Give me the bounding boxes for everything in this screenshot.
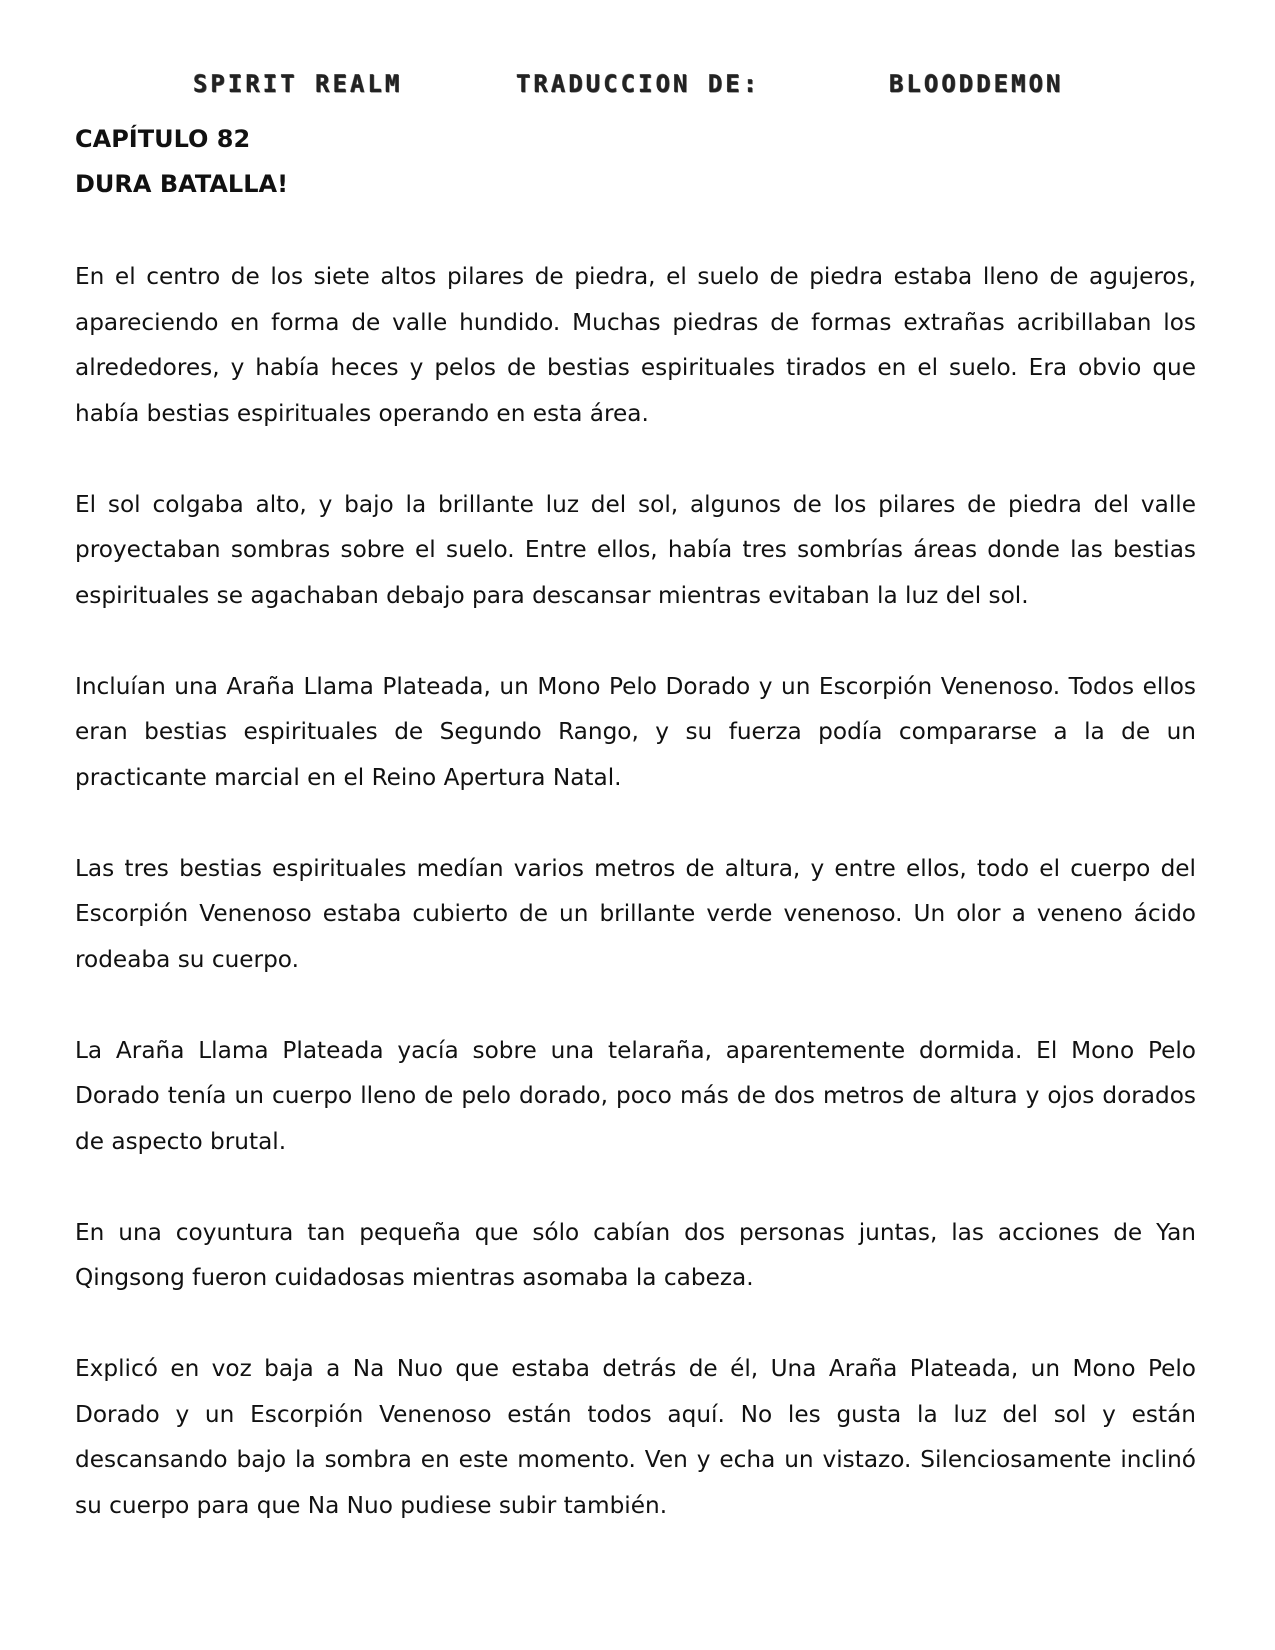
chapter-number: CAPÍTULO 82 — [75, 125, 251, 153]
chapter-title: DURA BATALLA! — [75, 170, 289, 198]
paragraph: En una coyuntura tan pequeña que sólo cabían dos personas juntas, las acciones de Yan Qingsong fueron cuidadosas mientras asomaba la cabeza. — [75, 1218, 1196, 1291]
paragraph: La Araña Llama Plateada yacía sobre una telaraña, aparentemente dormida. El Mono Pelo Dorado tenía un cuerpo lleno de pelo dorado, poco más de dos metros de altura y ojos dorados de aspecto brutal. — [75, 1036, 1196, 1155]
header-translator-name: BLOODDEMON — [889, 70, 1064, 98]
header-series-title: SPIRIT REALM — [193, 70, 403, 98]
paragraph: Las tres bestias espirituales medían varios metros de altura, y entre ellos, todo el cuerpo del Escorpión Venenoso estaba cubierto de un brillante verde venenoso. Un olor a veneno ácido rodeaba su cuerpo. — [75, 854, 1196, 973]
header-translation-credit-label: TRADUCCION DE: — [516, 70, 761, 98]
paragraph: En el centro de los siete altos pilares de piedra, el suelo de piedra estaba lleno de agujeros, apareciendo en forma de valle hundido. Muchas piedras de formas extrañas acribillaban los alrededores, y había heces y pelos de bestias espirituales tirados en el suelo. Era obvio que había bestias espirituales operando en esta área. — [75, 263, 1196, 427]
paragraph: Incluían una Araña Llama Plateada, un Mono Pelo Dorado y un Escorpión Venenoso. Todos ellos eran bestias espirituales de Segundo Rango, y su fuerza podía compararse a la de un practicante marcial en el Reino Apertura Natal. — [75, 672, 1196, 791]
running-header — [0, 70, 1275, 110]
paragraph: Explicó en voz baja a Na Nuo que estaba detrás de él, Una Araña Plateada, un Mono Pelo Dorado y un Escorpión Venenoso están todos aquí. No les gusta la luz del sol y están descansando bajo la sombra en este momento. Ven y echa un vistazo. Silenciosamente inclinó su cuerpo para que Na Nuo pudiese subir también. — [75, 1355, 1196, 1519]
chapter-body — [75, 254, 1196, 1574]
paragraph: El sol colgaba alto, y bajo la brillante luz del sol, algunos de los pilares de piedra del valle proyectaban sombras sobre el suelo. Entre ellos, había tres sombrías áreas donde las bestias espirituales se agachaban debajo para descansar mientras evitaban la luz del sol. — [75, 490, 1196, 609]
